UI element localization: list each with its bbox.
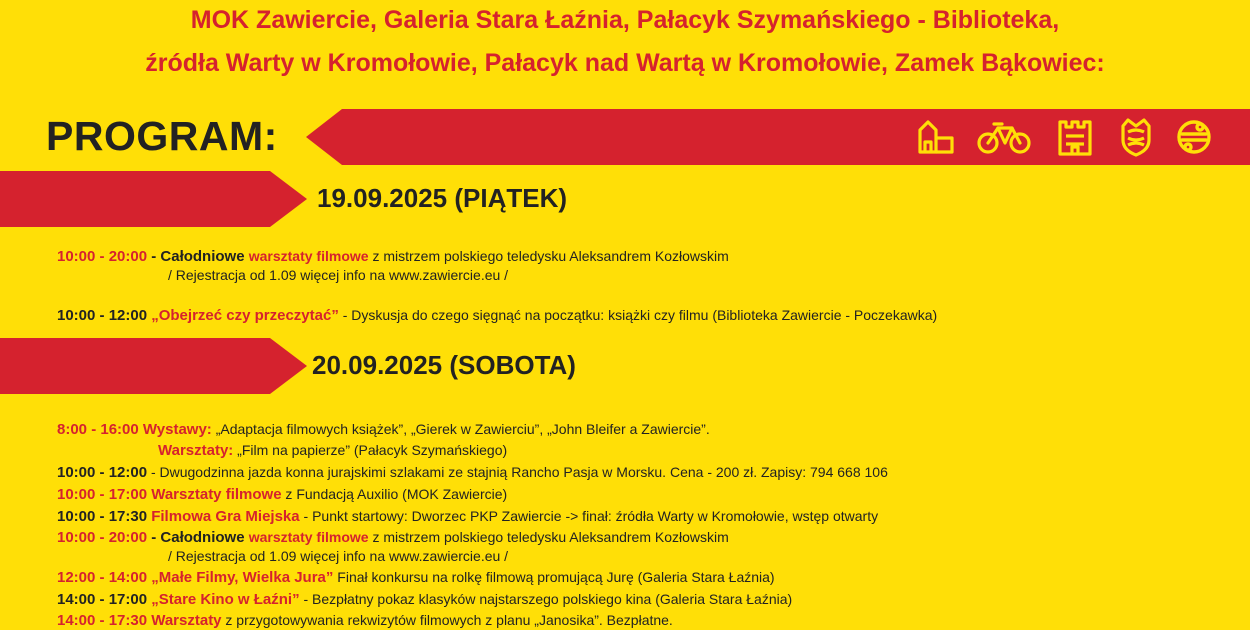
event-row: [57, 306, 937, 325]
event-description: - Punkt startowy: Dworzec PKP Zawiercie -> finał: źródła Warty w Kromołowie, wstęp otwarty: [299, 508, 879, 524]
venues-line-2: źródła Warty w Kromołowie, Pałacyk nad Wartą w Kromołowie, Zamek Bąkowiec:: [145, 49, 1105, 77]
event-row: [57, 463, 888, 482]
event-time: 12:00 - 14:00: [57, 569, 148, 586]
event-row: [57, 247, 729, 266]
event-highlight: „Stare Kino w Łaźni”: [147, 591, 300, 608]
event-row: [57, 507, 878, 526]
event-description: z mistrzem polskiego teledysku Aleksandrem Kozłowskim: [368, 248, 729, 264]
event-description: - Bezpłatny pokaz klasyków najstarszego polskiego kina (Galeria Stara Łaźnia): [299, 591, 793, 607]
event-row: [57, 568, 775, 587]
date-bar-day-2: [0, 338, 307, 394]
program-title: PROGRAM:: [46, 113, 278, 159]
event-description: Finał konkursu na rolkę filmową promującą Jurę (Galeria Stara Łaźnia): [333, 569, 775, 585]
date-day-1: 19.09.2025 (PIĄTEK): [317, 183, 568, 213]
date-day-2: 20.09.2025 (SOBOTA): [312, 350, 576, 380]
program-banner: [306, 109, 1250, 165]
castle-tower-icon: [1054, 116, 1096, 158]
event-highlight: „Małe Filmy, Wielka Jura”: [147, 569, 334, 586]
event-row: [57, 528, 729, 547]
event-highlight: „Obejrzeć czy przeczytać”: [147, 307, 339, 324]
event-description: z przygotowywania rekwizytów filmowych z planu „Janosika”. Bezpłatne.: [221, 612, 673, 628]
event-prefix: - Całodniowe: [147, 529, 249, 546]
building-icon: [915, 116, 957, 158]
event-time: 14:00 - 17:00: [57, 591, 148, 608]
event-description: z mistrzem polskiego teledysku Aleksandrem Kozłowskim: [368, 529, 729, 545]
date-bar-day-1: [0, 171, 307, 227]
event-time: 14:00 - 17:30: [57, 612, 148, 629]
event-description: - Dwugodzinna jazda konna jurajskimi szlakami ze stajnią Rancho Pasja w Morsku. Cena - 200 zł. Zapisy: 794 668 106: [147, 464, 888, 480]
event-time: 10:00 - 20:00: [57, 248, 148, 265]
event-time: 10:00 - 12:00: [57, 464, 148, 481]
event-highlight: Warsztaty:: [158, 442, 234, 459]
event-description: - Dyskusja do czego sięgnąć na początku: książki czy filmu (Biblioteka Zawiercie - Poczekawka): [338, 307, 938, 323]
event-time: 10:00 - 12:00: [57, 307, 148, 324]
event-description: „Adaptacja filmowych książek”, „Gierek w Zawierciu”, „John Bleifer a Zawiercie”.: [211, 421, 710, 437]
event-prefix: - Całodniowe: [147, 248, 249, 265]
event-row: [57, 485, 507, 504]
event-row-continuation: / Rejestracja od 1.09 więcej info na www.zawiercie.eu /: [168, 267, 509, 283]
event-highlight: Wystawy:: [138, 421, 212, 438]
event-row: [57, 590, 792, 609]
crest-icon: [1115, 116, 1157, 158]
film-reel-icon: [1173, 116, 1215, 158]
event-highlight: warsztaty filmowe: [248, 529, 369, 545]
venues-line-1: MOK Zawiercie, Galeria Stara Łaźnia, Pałacyk Szymańskiego - Biblioteka,: [190, 6, 1060, 34]
event-highlight: warsztaty filmowe: [248, 248, 369, 264]
event-time: 10:00 - 17:30: [57, 508, 148, 525]
event-time: 8:00 - 16:00: [57, 421, 139, 438]
event-row-continuation: / Rejestracja od 1.09 więcej info na www.zawiercie.eu /: [168, 548, 509, 564]
event-row: [57, 420, 710, 439]
event-description: z Fundacją Auxilio (MOK Zawiercie): [281, 486, 508, 502]
event-highlight: Warsztaty filmowe: [147, 486, 282, 503]
bicycle-icon: [976, 116, 1032, 158]
event-time: 10:00 - 17:00: [57, 486, 148, 503]
event-description: „Film na papierze” (Pałacyk Szymańskiego): [233, 442, 508, 458]
event-highlight: Filmowa Gra Miejska: [147, 508, 300, 525]
event-time: 10:00 - 20:00: [57, 529, 148, 546]
event-highlight: Warsztaty: [147, 612, 222, 629]
event-row: [158, 441, 507, 460]
event-row: [57, 611, 673, 630]
